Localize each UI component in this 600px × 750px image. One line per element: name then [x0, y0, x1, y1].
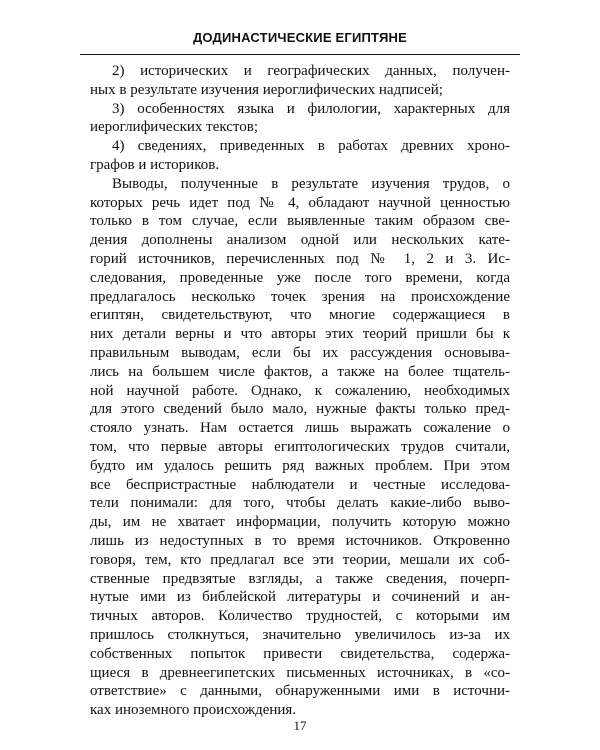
text-line: стояло узнать. Нам остается лишь выражать сожаление о [90, 420, 510, 437]
text-line: иероглифических текстов; [90, 119, 259, 136]
text-line: все беспристрастные наблюдатели и честные исследова- [90, 476, 510, 493]
text-line: 3) особенностях языка и филологии, характерных для [112, 100, 510, 117]
text-line: том, что первые авторы египтологических трудов считали, [90, 438, 510, 455]
text-line: ответствие» с данными, обнаруженными ими в источни- [90, 683, 510, 700]
page-number: 17 [293, 718, 307, 733]
text-line: правильным выводам, если бы их рассуждения основыва- [90, 344, 510, 361]
text-line: Выводы, полученные в результате изучения трудов, о [112, 175, 510, 192]
text-line: предлагалось несколько точек зрения на происхождение [90, 288, 510, 305]
text-line: ды, им не хватает информации, получить которую можно [90, 514, 510, 531]
text-line: тели понимали: для того, чтобы делать какие-либо выво- [90, 495, 510, 512]
text-line: ственные предвзятые взгляды, а также сведения, почерп- [90, 570, 510, 587]
text-line: тичных авторов. Количество трудностей, с которыми им [90, 608, 510, 625]
text-line: графов и историков. [90, 156, 220, 173]
header-rule [80, 54, 520, 55]
text-line: нутые ими из библейской литературы и сочинений и ан- [90, 589, 510, 606]
text-line: говоря, тем, кто предлагал все эти теории, мешали их соб- [90, 551, 510, 568]
text-line: ной научной работе. Однако, к сожалению, необходимых [90, 382, 510, 399]
text-line: для этого сведений было мало, нужные факты только пред- [90, 401, 510, 418]
text-line: 2) исторических и географических данных, получен- [112, 63, 510, 79]
text-line: них детали верны и что авторы этих теорий пришли бы к [90, 326, 510, 343]
text-line: горий источников, перечисленных под № 1, 2 и 3. Ис- [90, 250, 510, 267]
text-line: дения дополнены анализом одной или нескольких кате- [90, 232, 510, 249]
text-line: только в том случае, если выявленные таким образом све- [90, 213, 510, 230]
text-line: следования, проведенные уже после того времени, когда [90, 269, 510, 286]
text-line: пришлось столкнуться, значительно увеличилось из-за их [90, 626, 510, 643]
text-line: лись на большем числе фактов, а также на более тщатель- [90, 363, 510, 380]
text-line: которых речь идет под № 4, обладают научной ценностью [90, 194, 510, 211]
body-text [90, 62, 510, 720]
text-line: ных в результате изучения иероглифических надписей; [90, 81, 443, 98]
text-line: ках иноземного происхождения. [90, 702, 297, 719]
text-line: лишь из недоступных в то время источников. Откровенно [90, 532, 510, 549]
running-title: ДОДИНАСТИЧЕСКИЕ ЕГИПТЯНЕ [192, 30, 408, 45]
text-line: египтян, свидетельствуют, что многие содержащиеся в [90, 307, 510, 324]
text-line: 4) сведениях, приведенных в работах древних хроно- [112, 138, 510, 155]
text-line: щиеся в древнеегипетских письменных источниках, в «со- [90, 664, 510, 681]
text-line: будто им удалось решить ряд важных проблем. При этом [90, 457, 510, 474]
text-line: собственных попыток привести свидетельства, содержа- [90, 645, 510, 662]
